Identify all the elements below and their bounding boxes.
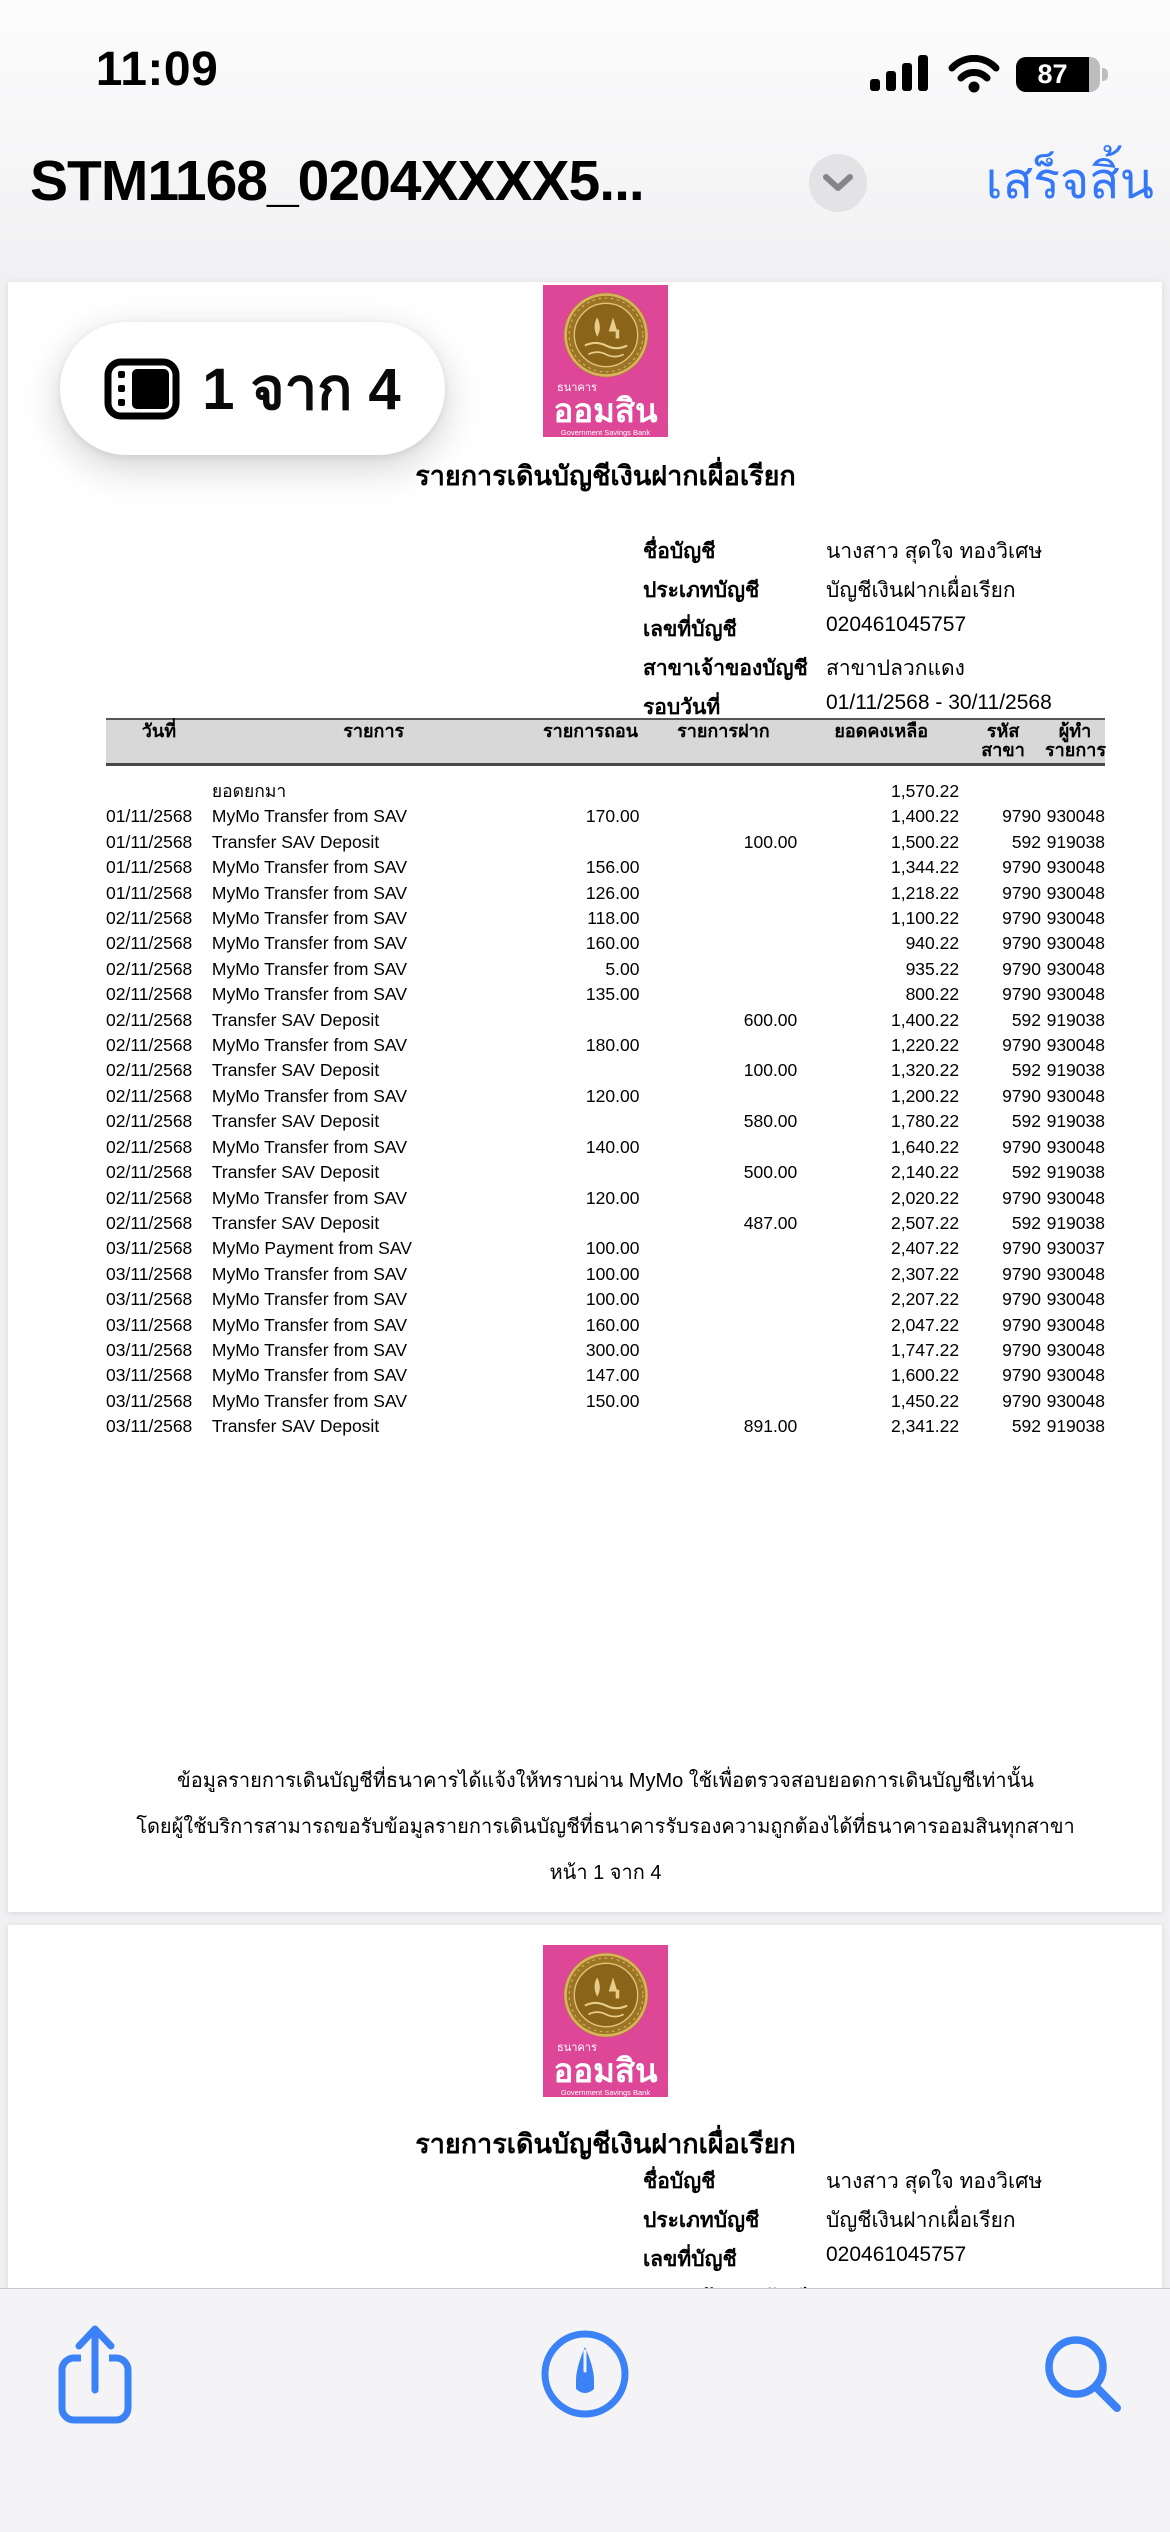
table-row: 01/11/2568 MyMo Transfer from SAV 126.00 1,218.22 9790 930048	[106, 882, 1105, 903]
account-row	[643, 613, 1052, 652]
account-row	[643, 2165, 1042, 2204]
table-row: 03/11/2568 MyMo Transfer from SAV 147.00 1,600.22 9790 930048	[106, 1365, 1105, 1386]
table-row: 03/11/2568 Transfer SAV Deposit 891.00 2,341.22 592 919038	[106, 1416, 1105, 1437]
table-row: 02/11/2568 MyMo Transfer from SAV 140.00 1,640.22 9790 930048	[106, 1136, 1105, 1157]
table-row: 02/11/2568 MyMo Transfer from SAV 135.00 800.22 9790 930048	[106, 984, 1105, 1005]
statement-footer-line2: โดยผู้ใช้บริการสามารถขอรับข้อมูลรายการเดินบัญชีที่ธนาคารรับรองความถูกต้องได้ที่ธนาคารออมสินทุกสาขา	[136, 1816, 1075, 1838]
table-row: 03/11/2568 MyMo Transfer from SAV 160.00 2,047.22 9790 930048	[106, 1314, 1105, 1335]
title-bar	[0, 140, 1170, 240]
table-header-cell: ยอดคงเหลือ	[801, 719, 961, 765]
statement-page-number: หน้า 1 จาก 4	[549, 1862, 662, 1884]
bank-name-english: Government Savings Bank	[560, 2088, 651, 2097]
search-button[interactable]	[1028, 2319, 1138, 2429]
table-row: 02/11/2568 MyMo Transfer from SAV 120.00 1,200.22 9790 930048	[106, 1085, 1105, 1106]
table-row: 02/11/2568 MyMo Transfer from SAV 5.00 935.22 9790 930048	[106, 958, 1105, 979]
table-header-cell: ผู้ทำ รายการ	[1045, 719, 1105, 765]
table-header-cell: วันที่	[106, 719, 212, 765]
account-field-value: สาขาปลวกแดง	[826, 657, 965, 680]
wifi-icon	[948, 55, 1000, 93]
account-field-value: 01/11/2568 - 30/11/2568	[826, 691, 1052, 714]
table-row: 02/11/2568 Transfer SAV Deposit 600.00 1,400.22 592 919038	[106, 1009, 1105, 1030]
cellular-signal-icon	[870, 55, 932, 93]
bank-label-top: ธนาคาร	[557, 382, 597, 394]
table-header-cell: รายการฝาก	[645, 719, 801, 765]
account-row	[643, 2243, 1042, 2282]
share-icon	[54, 2322, 136, 2426]
account-field-value: นางสาว สุดใจ ทองวิเศษ	[826, 540, 1043, 563]
table-row: 03/11/2568 MyMo Transfer from SAV 300.00 1,747.22 9790 930048	[106, 1339, 1105, 1360]
account-info	[643, 535, 1052, 730]
bank-name-thai: ออมสิน	[553, 392, 658, 429]
battery-nub	[1102, 68, 1108, 81]
account-field-value: 020461045757	[826, 613, 967, 636]
table-row: ยอดยกมา 1,570.22	[211, 781, 960, 801]
table-header-cell: รายการถอน	[536, 719, 646, 765]
table-row: 02/11/2568 Transfer SAV Deposit 580.00 1,780.22 592 919038	[106, 1111, 1105, 1132]
bank-label-top: ธนาคาร	[557, 2042, 597, 2054]
table-row: 03/11/2568 MyMo Transfer from SAV 100.00 2,307.22 9790 930048	[106, 1263, 1105, 1284]
statement-title: รายการเดินบัญชีเงินฝากเผื่อเรียก	[415, 2129, 796, 2159]
account-field-label: รอบวันที่	[643, 696, 721, 719]
account-field-label: เลขที่บัญชี	[643, 2248, 737, 2271]
account-field-value: 020461045757	[826, 2243, 967, 2266]
table-row: 01/11/2568 MyMo Transfer from SAV 170.00 1,400.22 9790 930048	[106, 806, 1105, 827]
thumbnails-icon	[104, 358, 180, 420]
table-header-row	[106, 719, 1105, 765]
pdf-page-1	[8, 282, 1162, 1912]
table-row: 02/11/2568 Transfer SAV Deposit 100.00 1,320.22 592 919038	[106, 1060, 1105, 1081]
clock-text: 11:09	[95, 43, 219, 96]
account-row	[643, 652, 1052, 691]
bank-name-english: Government Savings Bank	[560, 428, 651, 437]
table-row: 03/11/2568 MyMo Transfer from SAV 100.00 2,207.22 9790 930048	[106, 1289, 1105, 1310]
statement-footer-line1: ข้อมูลรายการเดินบัญชีที่ธนาคารได้แจ้งให้ทราบผ่าน MyMo ใช้เพื่อตรวจสอบยอดการเดินบัญชีเท่านั้น	[177, 1770, 1034, 1792]
markup-icon	[538, 2327, 632, 2421]
done-button[interactable]: เสร็จสิ้น	[986, 142, 1154, 221]
table-row: 03/11/2568 MyMo Transfer from SAV 150.00 1,450.22 9790 930048	[106, 1390, 1105, 1411]
page-indicator-label: 1 จาก 4	[202, 357, 401, 422]
account-field-label: ชื่อบัญชี	[643, 2170, 716, 2193]
table-row: 01/11/2568 Transfer SAV Deposit 100.00 1,500.22 592 919038	[106, 831, 1105, 852]
file-options-button[interactable]	[809, 154, 867, 212]
table-row: 02/11/2568 MyMo Transfer from SAV 120.00 2,020.22 9790 930048	[106, 1187, 1105, 1208]
account-field-value: นางสาว สุดใจ ทองวิเศษ	[826, 2170, 1043, 2193]
battery-percent: 87	[1037, 58, 1068, 89]
share-button[interactable]	[40, 2319, 150, 2429]
account-row	[643, 574, 1052, 613]
table-row: 01/11/2568 MyMo Transfer from SAV 156.00 1,344.22 9790 930048	[106, 857, 1105, 878]
account-field-value: บัญชีเงินฝากเผื่อเรียก	[826, 579, 1016, 602]
table-header-cell: รายการ	[212, 719, 536, 765]
bottom-toolbar	[0, 2288, 1170, 2532]
table-row: 02/11/2568 MyMo Transfer from SAV 180.00 1,220.22 9790 930048	[106, 1035, 1105, 1056]
statement-table-body	[106, 765, 1105, 1440]
table-row: 02/11/2568 MyMo Transfer from SAV 160.00 940.22 9790 930048	[106, 933, 1105, 954]
table-header-cell: รหัส สาขา	[961, 719, 1045, 765]
statement-title: รายการเดินบัญชีเงินฝากเผื่อเรียก	[415, 461, 796, 491]
account-field-label: เลขที่บัญชี	[643, 618, 737, 641]
page-indicator-pill[interactable]	[60, 322, 445, 455]
account-row	[643, 535, 1052, 574]
battery-icon	[1016, 57, 1108, 92]
account-field-label: ประเภทบัญชี	[643, 2209, 760, 2232]
chevron-down-icon	[823, 173, 853, 193]
markup-button[interactable]	[530, 2319, 640, 2429]
table-row: 03/11/2568 MyMo Payment from SAV 100.00 2,407.22 9790 930037	[106, 1238, 1105, 1259]
account-field-label: สาขาเจ้าของบัญชี	[643, 657, 808, 680]
account-field-label: ประเภทบัญชี	[643, 579, 760, 602]
table-row: 02/11/2568 MyMo Transfer from SAV 118.00 1,100.22 9790 930048	[106, 908, 1105, 929]
account-field-value: บัญชีเงินฝากเผื่อเรียก	[826, 2209, 1016, 2232]
statement-table	[106, 718, 1105, 1440]
bank-name-thai: ออมสิน	[553, 2052, 658, 2089]
table-row: 02/11/2568 Transfer SAV Deposit 487.00 2,507.22 592 919038	[106, 1212, 1105, 1233]
status-bar	[0, 0, 1170, 130]
account-field-label: ชื่อบัญชี	[643, 540, 716, 563]
table-row: 02/11/2568 Transfer SAV Deposit 500.00 2,140.22 592 919038	[106, 1162, 1105, 1183]
search-icon	[1039, 2330, 1127, 2418]
status-icons	[870, 54, 1108, 94]
account-row	[643, 2204, 1042, 2243]
file-title: STM1168_0204XXXX5...	[30, 149, 644, 213]
